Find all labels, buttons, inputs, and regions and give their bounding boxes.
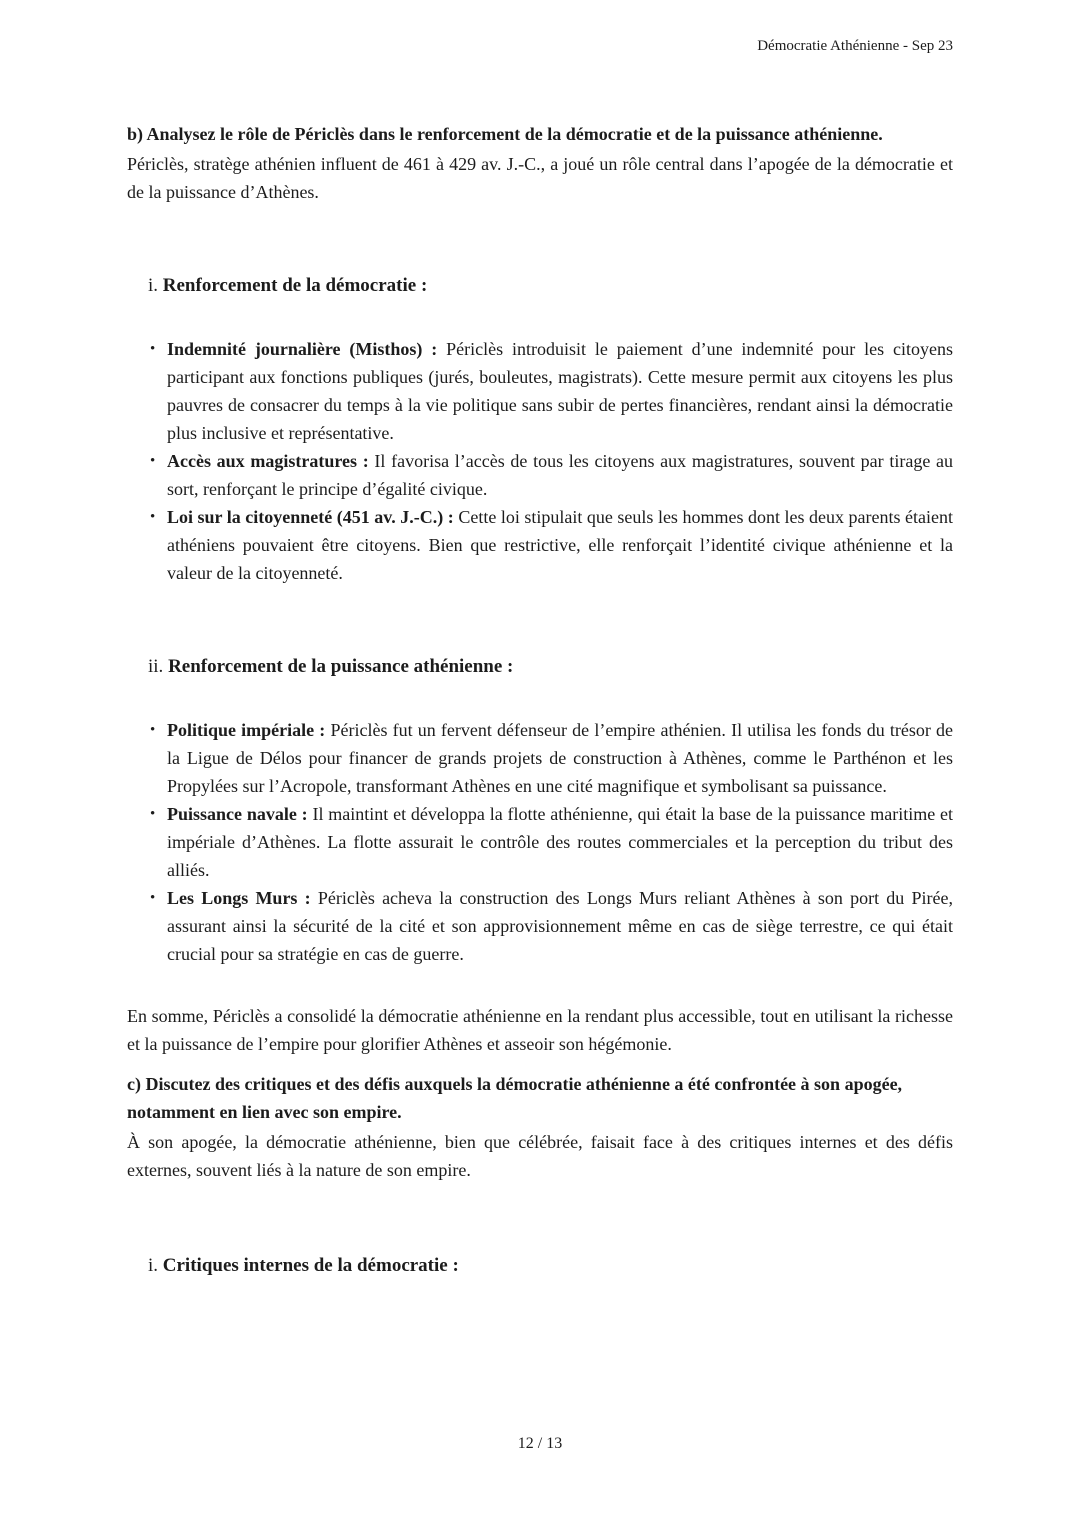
document-content (127, 120, 953, 1279)
section-heading-renforcement-puissance (148, 654, 953, 680)
page-header (757, 36, 953, 56)
list-item-body: Il maintint et développa la flotte athénienne, qui était la base de la puissance maritime et impériale d’Athènes. La flotte assurait le contrôle des routes commerciales et la perception du tribut des alliés. (167, 804, 953, 880)
question-b-heading: b) Analysez le rôle de Périclès dans le renforcement de la démocratie et de la puissance athénienne. (127, 124, 883, 144)
section-numeral: ii. (148, 656, 164, 677)
list-item (127, 335, 953, 447)
question-b-conclusion: En somme, Périclès a consolidé la démocratie athénienne en la rendant plus accessible, tout en utilisant la richesse et la puissance de l’empire pour glorifier Athènes et asseoir son hégémonie. (127, 1006, 953, 1054)
list-item-body: Périclès acheva la construction des Longs Murs reliant Athènes à son port du Pirée, assurant ainsi la sécurité de la cité et son approvisionnement même en cas de siège terrestre, ce qui était crucial pour sa stratégie en cas de guerre. (167, 888, 953, 964)
list-item (127, 503, 953, 587)
section-numeral: i. (148, 275, 159, 296)
section-title: Renforcement de la puissance athénienne : (168, 656, 514, 677)
section-title: Renforcement de la démocratie : (162, 275, 428, 296)
bullet-icon: • (150, 453, 156, 469)
list-item-lead: Loi sur la citoyenneté (451 av. J.-C.) : (167, 507, 454, 527)
bullet-icon: • (150, 509, 156, 525)
list-item-lead: Les Longs Murs : (167, 888, 311, 908)
section-title: Critiques internes de la démocratie : (162, 1255, 459, 1276)
section-heading-critiques-internes (148, 1253, 953, 1279)
bullet-icon: • (150, 806, 156, 822)
list-item (127, 800, 953, 884)
list-item-body: Cette loi stipulait que seuls les hommes dont les deux parents étaient athéniens pouvaient être citoyens. Bien que restrictive, elle renforçait l’identité civique athénienne et la valeur de la citoyenneté. (167, 507, 954, 583)
bullet-icon: • (150, 890, 156, 906)
list-item-body: Il favorisa l’accès de tous les citoyens aux magistratures, souvent par tirage au sort, renforçant le principe d’égalité civique. (167, 451, 954, 499)
page-number: 12 / 13 (517, 1435, 563, 1452)
list-item-lead: Accès aux magistratures : (167, 451, 369, 471)
list-item (127, 884, 953, 968)
bullet-icon: • (150, 341, 156, 357)
bullet-icon: • (150, 722, 156, 738)
democratie-bullet-list (127, 335, 953, 587)
list-item-lead: Puissance navale : (167, 804, 308, 824)
page-header-title: Démocratie Athénienne - Sep 23 (757, 38, 953, 54)
list-item (127, 447, 953, 503)
list-item-lead: Politique impériale : (167, 720, 326, 740)
list-item (127, 716, 953, 800)
question-b-intro: Périclès, stratège athénien influent de 461 à 429 av. J.-C., a joué un rôle central dans l’apogée de la démocratie et de la puissance d’Athènes. (127, 154, 953, 202)
question-c-heading: c) Discutez des critiques et des défis auxquels la démocratie athénienne a été confrontée à son apogée, notamment en lien avec son empire. (127, 1074, 903, 1122)
section-numeral: i. (148, 1255, 159, 1276)
question-c-intro: À son apogée, la démocratie athénienne, bien que célébrée, faisait face à des critiques internes et des défis externes, souvent liés à la nature de son empire. (127, 1132, 953, 1180)
section-heading-renforcement-democratie (148, 273, 953, 299)
page-footer (0, 1433, 1080, 1455)
list-item-body: Périclès fut un fervent défenseur de l’empire athénien. Il utilisa les fonds du trésor de la Ligue de Délos pour financer de grands projets de construction à Athènes, comme le Parthénon et les Propylées sur l’Acropole, transformant Athènes en une cité magnifique et symbolisant sa puissance. (167, 720, 953, 796)
list-item-body: Périclès introduisit le paiement d’une indemnité pour les citoyens participant aux fonctions publiques (jurés, bouleutes, magistrats). Cette mesure permit aux citoyens les plus pauvres de consacrer du temps à la vie politique sans subir de pertes financières, rendant ainsi la démocratie plus inclusive et représentative. (167, 339, 953, 443)
puissance-bullet-list (127, 716, 953, 968)
list-item-lead: Indemnité journalière (Misthos) : (167, 339, 438, 359)
